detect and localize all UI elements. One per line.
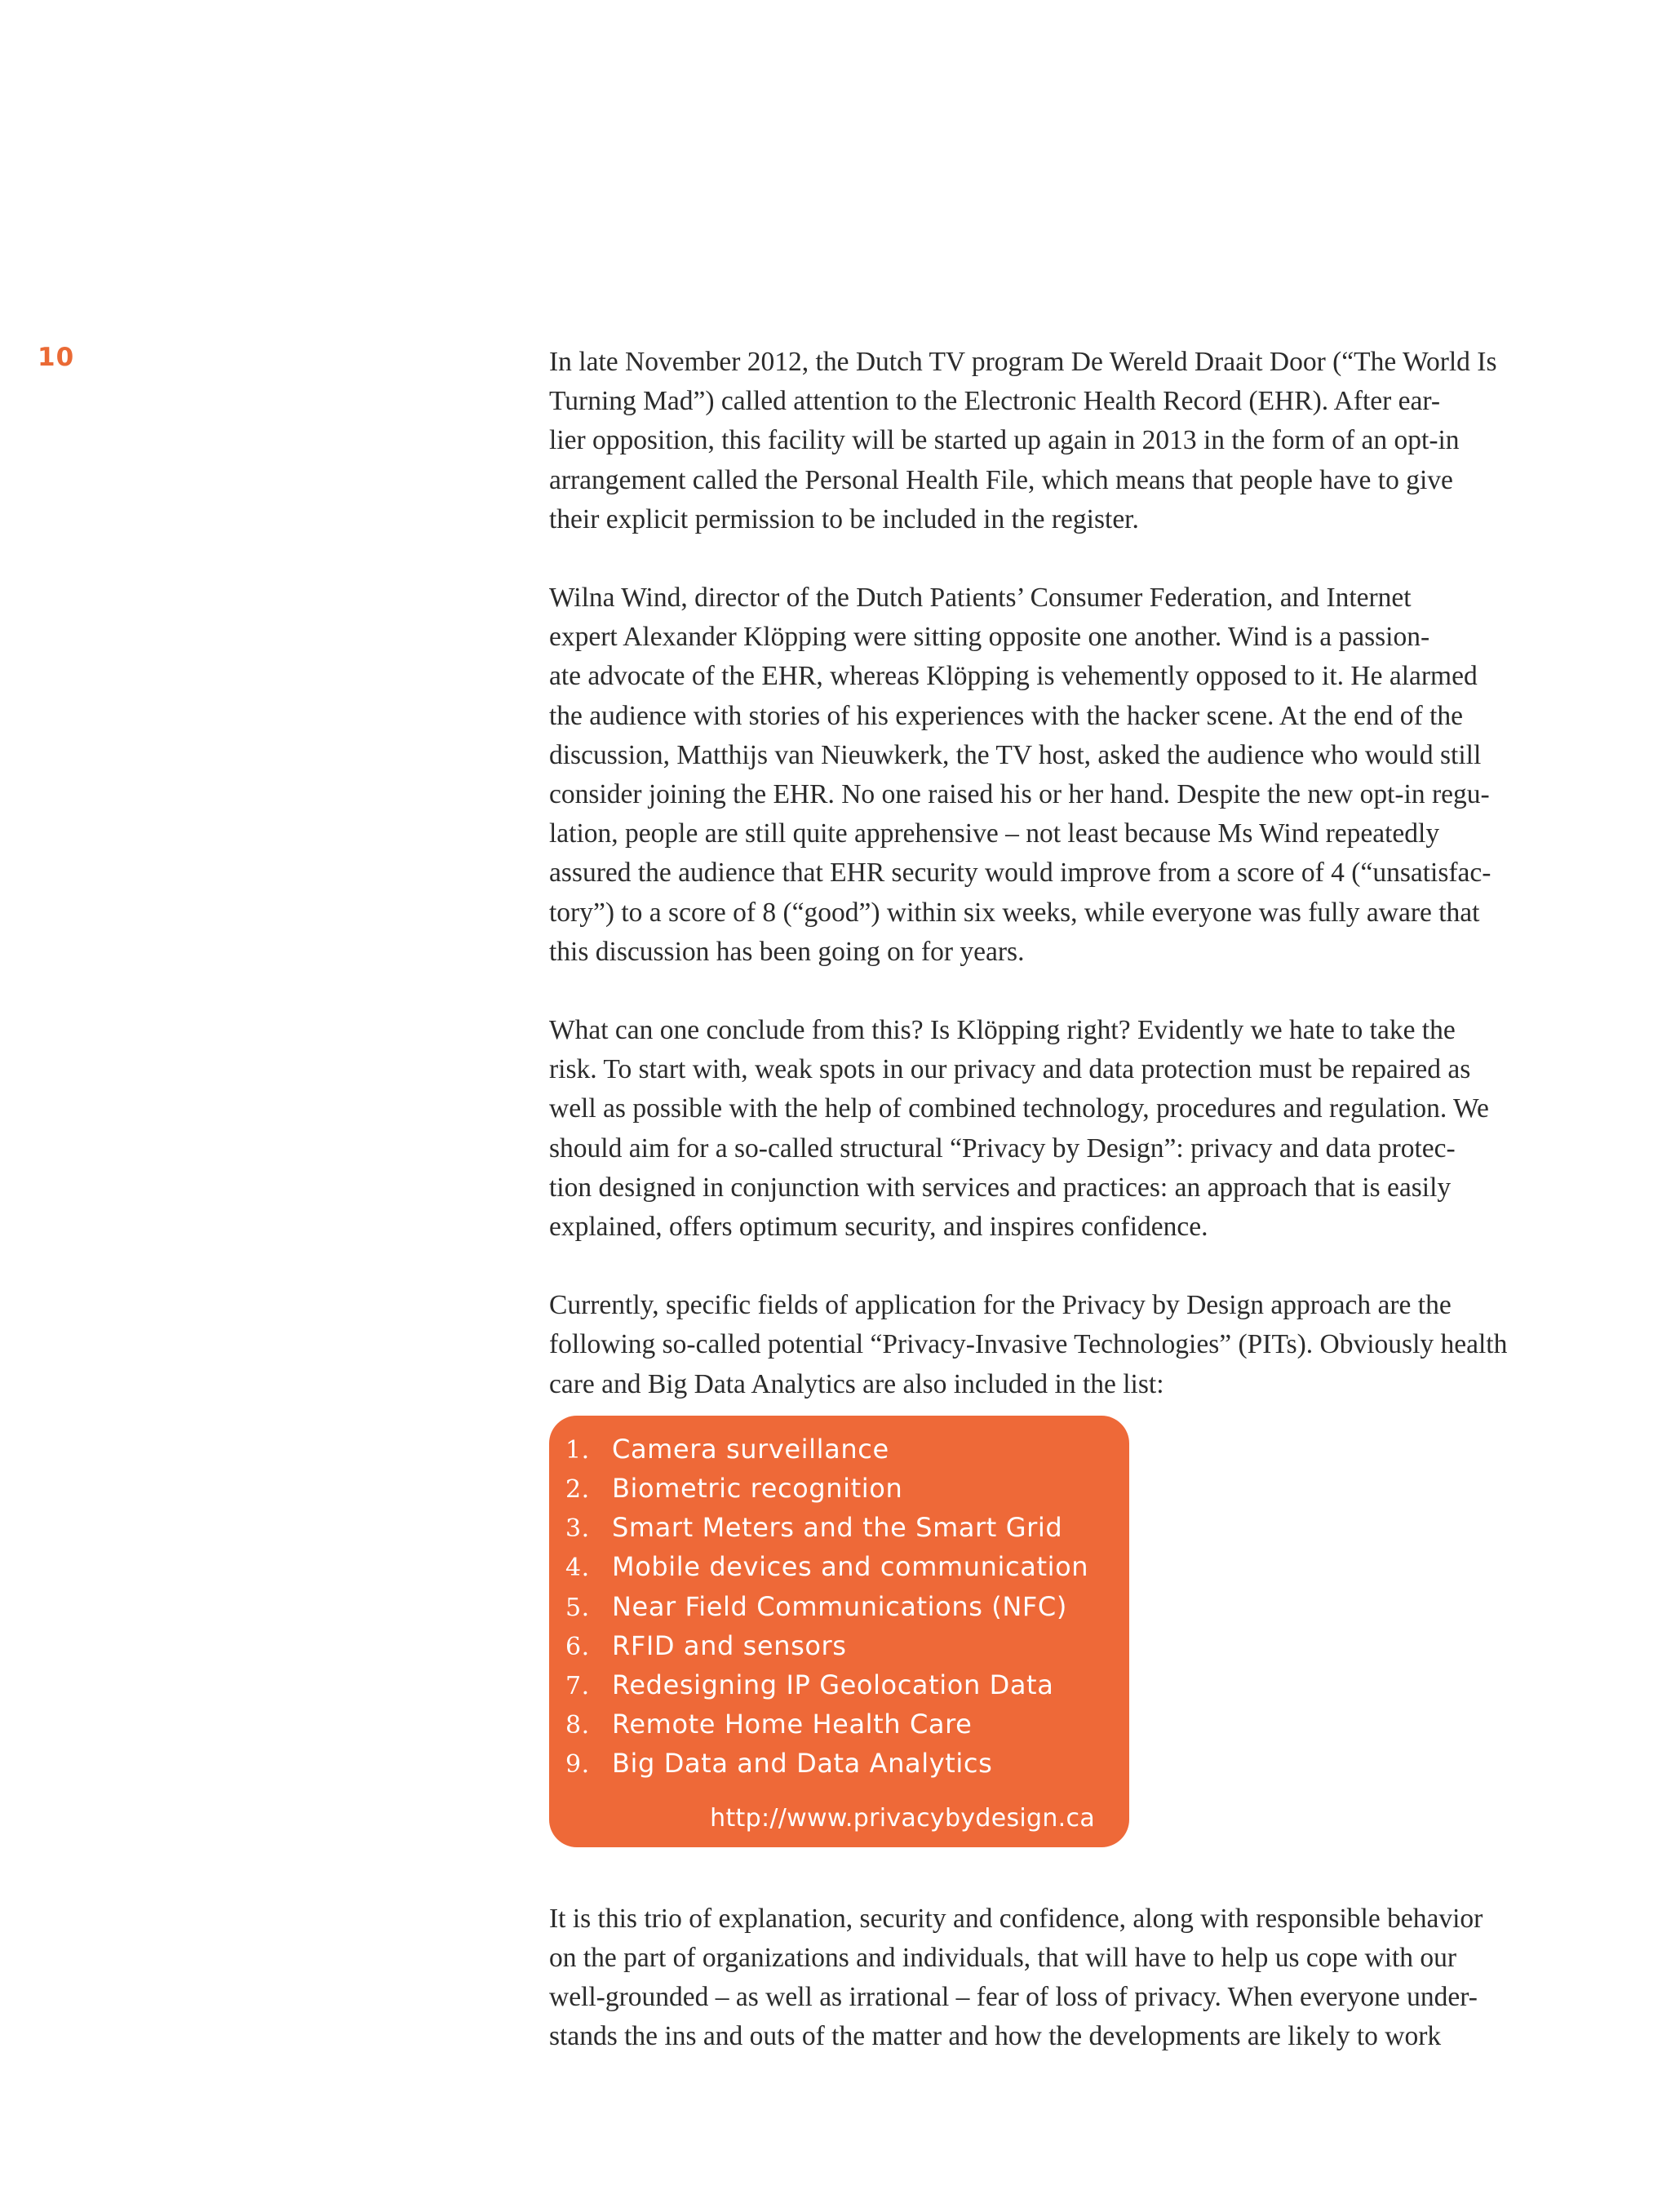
list-number: 1. <box>565 1435 590 1465</box>
paragraph-ehr-intro <box>549 343 1561 539</box>
list-item <box>565 1704 1129 1744</box>
list-number: 2. <box>565 1475 590 1505</box>
text-line: on the part of organizations and individuals, that will have to help us cope with our <box>549 1943 1457 1974</box>
text-line: tory”) to a score of 8 (“good”) within six weeks, while everyone was fully aware that <box>549 897 1480 928</box>
text-line: discussion, Matthijs van Nieuwkerk, the TV host, asked the audience who would still <box>549 739 1482 770</box>
text-line: lation, people are still quite apprehensive – not least because Ms Wind repeatedly <box>549 818 1440 849</box>
list-item <box>565 1508 1129 1547</box>
list-item <box>565 1430 1129 1469</box>
list-item <box>565 1665 1129 1704</box>
page-number: 10 <box>38 343 75 372</box>
text-line: care and Big Data Analytics are also included in the list: <box>549 1368 1164 1399</box>
text-line: well-grounded – as well as irrational – fear of loss of privacy. When everyone under- <box>549 1982 1478 2013</box>
list-number: 6. <box>565 1632 590 1661</box>
list-text: RFID and sensors <box>612 1629 847 1661</box>
list-text: Near Field Communications (NFC) <box>612 1590 1067 1622</box>
pits-list-box <box>549 1416 1129 1847</box>
list-number: 5. <box>565 1593 590 1622</box>
list-number: 4. <box>565 1554 590 1583</box>
text-line: arrangement called the Personal Health File, which means that people have to give <box>549 464 1453 495</box>
list-text: Redesigning IP Geolocation Data <box>612 1669 1054 1700</box>
text-line: expert Alexander Klöpping were sitting opposite one another. Wind is a passion- <box>549 622 1430 653</box>
text-line: In late November 2012, the Dutch TV program De Wereld Draait Door (“The World Is <box>549 347 1497 377</box>
text-line: this discussion has been going on for years. <box>549 936 1025 967</box>
pits-list <box>565 1430 1129 1784</box>
list-number: 8. <box>565 1711 590 1740</box>
text-line: stands the ins and outs of the matter and how the developments are likely to work <box>549 2021 1442 2052</box>
paragraph-tv-debate <box>549 578 1561 972</box>
text-line: Wilna Wind, director of the Dutch Patients’ Consumer Federation, and Internet <box>549 583 1412 614</box>
list-text: Big Data and Data Analytics <box>612 1748 993 1780</box>
text-line: their explicit permission to be included in the register. <box>549 503 1139 534</box>
text-line: tion designed in conjunction with services and practices: an approach that is easily <box>549 1172 1452 1203</box>
text-line: should aim for a so-called structural “Privacy by Design”: privacy and data protec- <box>549 1133 1456 1164</box>
list-number: 7. <box>565 1672 590 1700</box>
text-line: the audience with stories of his experiences with the hacker scene. At the end of the <box>549 700 1463 731</box>
list-item <box>565 1587 1129 1626</box>
text-line: What can one conclude from this? Is Klöpping right? Evidently we hate to take the <box>549 1015 1456 1046</box>
paragraph-privacy-by-design <box>549 1011 1561 1247</box>
privacy-by-design-url[interactable]: http://www.privacybydesign.ca <box>710 1803 1095 1833</box>
text-line: ate advocate of the EHR, whereas Klöpping is vehemently opposed to it. He alarmed <box>549 661 1478 692</box>
text-line: lier opposition, this facility will be started up again in 2013 in the form of an opt-in <box>549 425 1460 456</box>
list-item <box>565 1744 1129 1783</box>
list-text: Remote Home Health Care <box>612 1709 973 1740</box>
text-line: assured the audience that EHR security would improve from a score of 4 (“unsatisfac- <box>549 858 1491 889</box>
paragraph-pits-intro <box>549 1286 1561 1404</box>
text-line: following so-called potential “Privacy-Invasive Technologies” (PITs). Obviously health <box>549 1329 1508 1360</box>
list-text: Smart Meters and the Smart Grid <box>612 1512 1063 1544</box>
text-line: explained, offers optimum security, and inspires confidence. <box>549 1212 1208 1243</box>
main-content <box>549 343 1561 2096</box>
text-line: Currently, specific fields of application for the Privacy by Design approach are the <box>549 1290 1452 1321</box>
text-line: It is this trio of explanation, security and confidence, along with responsible behavior <box>549 1903 1483 1934</box>
list-item <box>565 1547 1129 1586</box>
list-text: Biometric recognition <box>612 1473 903 1505</box>
text-line: risk. To start with, weak spots in our privacy and data protection must be repaired as <box>549 1054 1471 1085</box>
text-line: well as possible with the help of combined technology, procedures and regulation. We <box>549 1093 1489 1124</box>
paragraph-closing <box>549 1899 1561 2057</box>
list-item <box>565 1469 1129 1508</box>
text-line: consider joining the EHR. No one raised his or her hand. Despite the new opt-in regu- <box>549 779 1490 810</box>
list-number: 9. <box>565 1750 590 1780</box>
list-item <box>565 1626 1129 1665</box>
list-text: Mobile devices and communication <box>612 1551 1089 1583</box>
list-number: 3. <box>565 1514 590 1544</box>
text-line: Turning Mad”) called attention to the Electronic Health Record (EHR). After ear- <box>549 386 1441 417</box>
list-text: Camera surveillance <box>612 1433 889 1465</box>
